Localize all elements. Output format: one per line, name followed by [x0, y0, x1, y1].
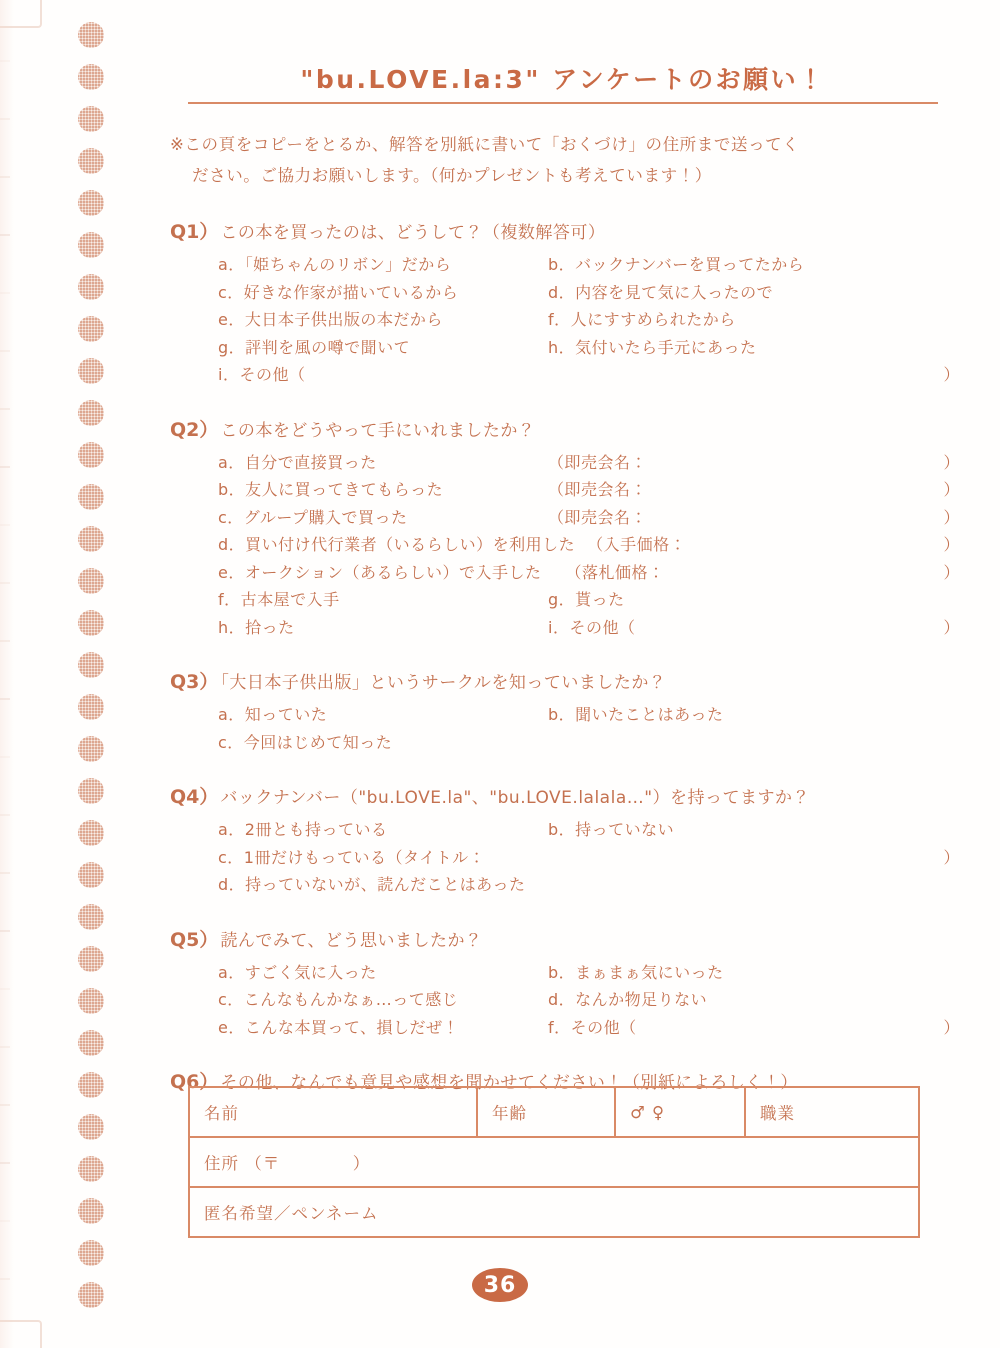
binding-ring	[78, 1114, 104, 1140]
option-q2-d[interactable]: d．買い付け代行業者（いるらしい）を利用した	[218, 535, 576, 555]
table-row	[189, 1187, 919, 1237]
binding-ring	[78, 1072, 104, 1098]
binding-ring	[78, 358, 104, 384]
question-q2-text: この本をどうやって手にいれましたか？	[220, 420, 536, 441]
option-q2-i[interactable]: i．その他（	[548, 617, 636, 637]
binding-ring	[78, 736, 104, 762]
page-edge-mark	[0, 1104, 10, 1106]
option-row	[218, 816, 960, 844]
option-q5-b[interactable]: b．まぁまぁ気にいった	[548, 962, 724, 982]
binding-ring	[78, 484, 104, 510]
option-row	[218, 476, 960, 504]
page-edge-mark	[0, 814, 10, 816]
option-q1-i-close: ）	[943, 365, 960, 385]
question-q4-number: Q4）	[170, 786, 219, 809]
cell-address-label[interactable]	[189, 1137, 919, 1187]
option-q2-e-field[interactable]	[665, 559, 944, 587]
page-edge-mark	[0, 640, 10, 642]
option-row	[218, 844, 960, 872]
option-row	[218, 306, 960, 334]
page-edge-mark	[0, 292, 10, 294]
cell-occupation-label[interactable]: 職業	[745, 1087, 919, 1137]
option-row	[218, 986, 960, 1014]
option-q1-g[interactable]: g．評判を風の噂で聞いて	[218, 337, 411, 357]
page-edge-mark	[0, 872, 10, 874]
binding-ring	[78, 1156, 104, 1182]
page-number-badge: 36	[472, 1268, 528, 1302]
table-row	[189, 1087, 919, 1137]
page-left-edge	[0, 0, 14, 1348]
question-q1	[170, 217, 960, 389]
option-row	[218, 729, 960, 757]
option-q5-f-close: ）	[943, 1017, 960, 1037]
option-q1-a[interactable]: a．「姫ちゃんのリボン」だから	[218, 255, 452, 275]
intro-line-2: ださい。ご協力お願いします。（何かプレゼントも考えています！）	[192, 165, 712, 185]
question-q4-options	[170, 816, 960, 899]
binding-ring	[78, 232, 104, 258]
binding-ring	[78, 946, 104, 972]
option-q2-d-field[interactable]	[686, 531, 943, 559]
binding-ring	[78, 1282, 104, 1308]
option-q2-c-close: ）	[943, 507, 960, 527]
question-q2-number: Q2）	[170, 418, 219, 441]
option-q1-d[interactable]: d．内容を見て気に入ったので	[548, 282, 774, 302]
option-q4-d[interactable]: d．持っていないが、読んだことはあった	[218, 875, 526, 895]
option-q4-c[interactable]: c．1冊だけもっている（タイトル：	[218, 847, 486, 867]
binding-ring	[78, 274, 104, 300]
page-edge-mark	[0, 524, 10, 526]
page-edge-mark	[0, 176, 10, 178]
option-q2-c-field[interactable]	[647, 504, 943, 532]
page-edge-mark	[0, 466, 10, 468]
page-edge-mark	[0, 988, 10, 990]
option-q1-e[interactable]: e．大日本子供出版の本だから	[218, 310, 443, 330]
option-q5-c[interactable]: c．こんなもんかなぁ…って感じ	[218, 990, 459, 1010]
option-q1-b[interactable]: b．バックナンバーを買ってたから	[548, 255, 805, 275]
respondent-info-table	[188, 1086, 920, 1238]
binding-ring	[78, 1240, 104, 1266]
cell-name-label[interactable]: 名前	[189, 1087, 477, 1137]
option-q2-e[interactable]: e．オークション（あるらしい）で入手した	[218, 562, 542, 582]
page-edge-mark	[0, 408, 10, 410]
page-edge-mark	[0, 118, 10, 120]
page-edge-mark	[0, 60, 10, 62]
page-corner-top-left	[0, 0, 42, 28]
page-edge-mark	[0, 582, 10, 584]
page-title: "bu.LOVE.la:3" アンケートのお願い！	[188, 60, 938, 104]
page-corner-bottom-left	[0, 1320, 42, 1348]
option-q2-e-close: ）	[943, 562, 960, 582]
option-row	[218, 586, 960, 614]
option-row	[218, 251, 960, 279]
option-q1-i-fill[interactable]	[305, 361, 943, 389]
question-q5	[170, 925, 960, 1042]
option-row	[218, 279, 960, 307]
binding-ring	[78, 316, 104, 342]
binding-ring	[78, 22, 104, 48]
option-q1-h[interactable]: h．気付いたら手元にあった	[548, 337, 757, 357]
question-q3-number: Q3）	[170, 671, 219, 694]
option-q4-a[interactable]: a．2冊とも持っている	[218, 820, 388, 840]
option-q1-i[interactable]: i．その他（	[218, 365, 306, 385]
option-q2-g[interactable]: g．貰った	[548, 590, 625, 610]
binding-ring	[78, 442, 104, 468]
page-edge-mark	[0, 698, 10, 700]
option-q5-d[interactable]: d．なんか物足りない	[548, 990, 708, 1010]
option-q2-a-close: ）	[943, 452, 960, 472]
option-q2-b-field[interactable]	[647, 476, 943, 504]
option-row	[218, 701, 960, 729]
address-label-text: 住所 （〒	[204, 1154, 281, 1173]
option-q5-a[interactable]: a．すごく気に入った	[218, 962, 377, 982]
page-edge-mark	[0, 234, 10, 236]
question-q2-options	[170, 449, 960, 642]
option-row	[218, 614, 960, 642]
option-q2-b-close: ）	[943, 480, 960, 500]
question-q2	[170, 415, 960, 642]
option-q3-b[interactable]: b．聞いたことはあった	[548, 705, 724, 725]
question-q5-options	[170, 959, 960, 1042]
binding-ring	[78, 652, 104, 678]
binding-ring	[78, 988, 104, 1014]
option-row	[218, 334, 960, 362]
question-q4-heading	[170, 782, 960, 809]
binding-ring	[78, 778, 104, 804]
binding-ring	[78, 106, 104, 132]
question-q1-number: Q1）	[170, 221, 219, 244]
question-q6-number: Q6）	[170, 1071, 219, 1094]
question-q5-number: Q5）	[170, 928, 219, 951]
question-q4-text: バックナンバー（"bu.LOVE.la"、"bu.LOVE.lalala…"）を持ってますか？	[220, 788, 811, 809]
question-q4	[170, 782, 960, 899]
option-q4-b[interactable]: b．持っていない	[548, 820, 675, 840]
page-edge-mark	[0, 350, 10, 352]
option-q1-f[interactable]: f．人にすすめられたから	[548, 310, 736, 330]
option-q5-e[interactable]: e．こんな本買って、損しだぜ！	[218, 1017, 460, 1037]
option-q2-c-field-label: （即売会名：	[548, 507, 648, 527]
option-q2-b[interactable]: b．友人に買ってきてもらった	[218, 480, 444, 500]
option-q2-h[interactable]: h．拾った	[218, 617, 295, 637]
option-q4-c-close: ）	[943, 847, 960, 867]
binding-ring	[78, 1030, 104, 1056]
option-q5-f-field[interactable]	[637, 1014, 944, 1042]
option-q5-f[interactable]: f．その他（	[548, 1017, 637, 1037]
question-q3-options	[170, 701, 960, 756]
table-row	[189, 1137, 919, 1187]
option-q3-c[interactable]: c．今回はじめて知った	[218, 732, 393, 752]
page-edge-mark	[0, 1278, 10, 1280]
binding-ring	[78, 820, 104, 846]
binding-ring	[78, 694, 104, 720]
question-q6-text: その他、なんでも意見や感想を聞かせてください！（別紙によろしく！）	[220, 1073, 798, 1094]
intro-text	[170, 130, 910, 191]
option-q2-c[interactable]: c．グループ購入で買った	[218, 507, 408, 527]
cell-age-label[interactable]: 年齢	[477, 1087, 615, 1137]
page-edge-mark	[0, 1046, 10, 1048]
question-q5-heading	[170, 925, 960, 952]
option-row	[218, 504, 960, 532]
option-q2-i-field[interactable]	[635, 614, 943, 642]
document-content	[170, 60, 960, 1094]
binding-ring	[78, 400, 104, 426]
question-q3	[170, 667, 960, 756]
question-q5-text: 読んでみて、どう思いましたか？	[220, 930, 483, 951]
option-q2-i-close: ）	[943, 617, 960, 637]
option-row	[218, 531, 960, 559]
option-q2-a-field[interactable]	[647, 449, 943, 477]
option-row	[218, 959, 960, 987]
cell-gender-symbols[interactable]: ♂ ♀	[615, 1087, 745, 1137]
question-q1-heading	[170, 217, 960, 244]
option-q2-a[interactable]: a．自分で直接買った	[218, 452, 377, 472]
option-row	[218, 871, 960, 899]
question-q1-options	[170, 251, 960, 389]
page-edge-mark	[0, 1220, 10, 1222]
option-q2-e-field-label: （落札価格：	[565, 562, 665, 582]
binding-ring	[78, 568, 104, 594]
option-q2-f[interactable]: f．古本屋で入手	[218, 590, 340, 610]
option-row	[218, 1014, 960, 1042]
question-q3-heading	[170, 667, 960, 694]
page-edge-mark	[0, 1162, 10, 1164]
option-q2-b-field-label: （即売会名：	[548, 480, 648, 500]
option-row	[218, 361, 960, 389]
option-q3-a[interactable]: a．知っていた	[218, 705, 328, 725]
page-edge-mark	[0, 756, 10, 758]
cell-penname-label[interactable]: 匿名希望／ペンネーム	[189, 1187, 919, 1237]
binding-ring	[78, 610, 104, 636]
option-row	[218, 449, 960, 477]
question-q2-heading	[170, 415, 960, 442]
option-q2-a-field-label: （即売会名：	[548, 452, 648, 472]
binding-ring	[78, 148, 104, 174]
option-q1-c[interactable]: c．好きな作家が描いているから	[218, 282, 459, 302]
page-edge-mark	[0, 930, 10, 932]
binding-ring	[78, 190, 104, 216]
intro-line-1: ※この頁をコピーをとるか、解答を別紙に書いて「おくづけ」の住所まで送ってく	[170, 135, 800, 154]
question-q3-text: 「大日本子供出版」というサークルを知っていましたか？	[220, 673, 667, 694]
question-q1-text: この本を買ったのは、どうして？（複数解答可）	[220, 223, 606, 244]
spiral-binding	[78, 22, 112, 1322]
option-q4-c-field[interactable]	[485, 844, 943, 872]
binding-ring	[78, 862, 104, 888]
binding-ring	[78, 526, 104, 552]
binding-ring	[78, 904, 104, 930]
option-q2-d-close: ）	[943, 535, 960, 555]
option-q2-d-field-label: （入手価格：	[587, 535, 687, 555]
option-row	[218, 559, 960, 587]
binding-ring	[78, 64, 104, 90]
address-label-close: ）	[352, 1154, 371, 1173]
binding-ring	[78, 1198, 104, 1224]
